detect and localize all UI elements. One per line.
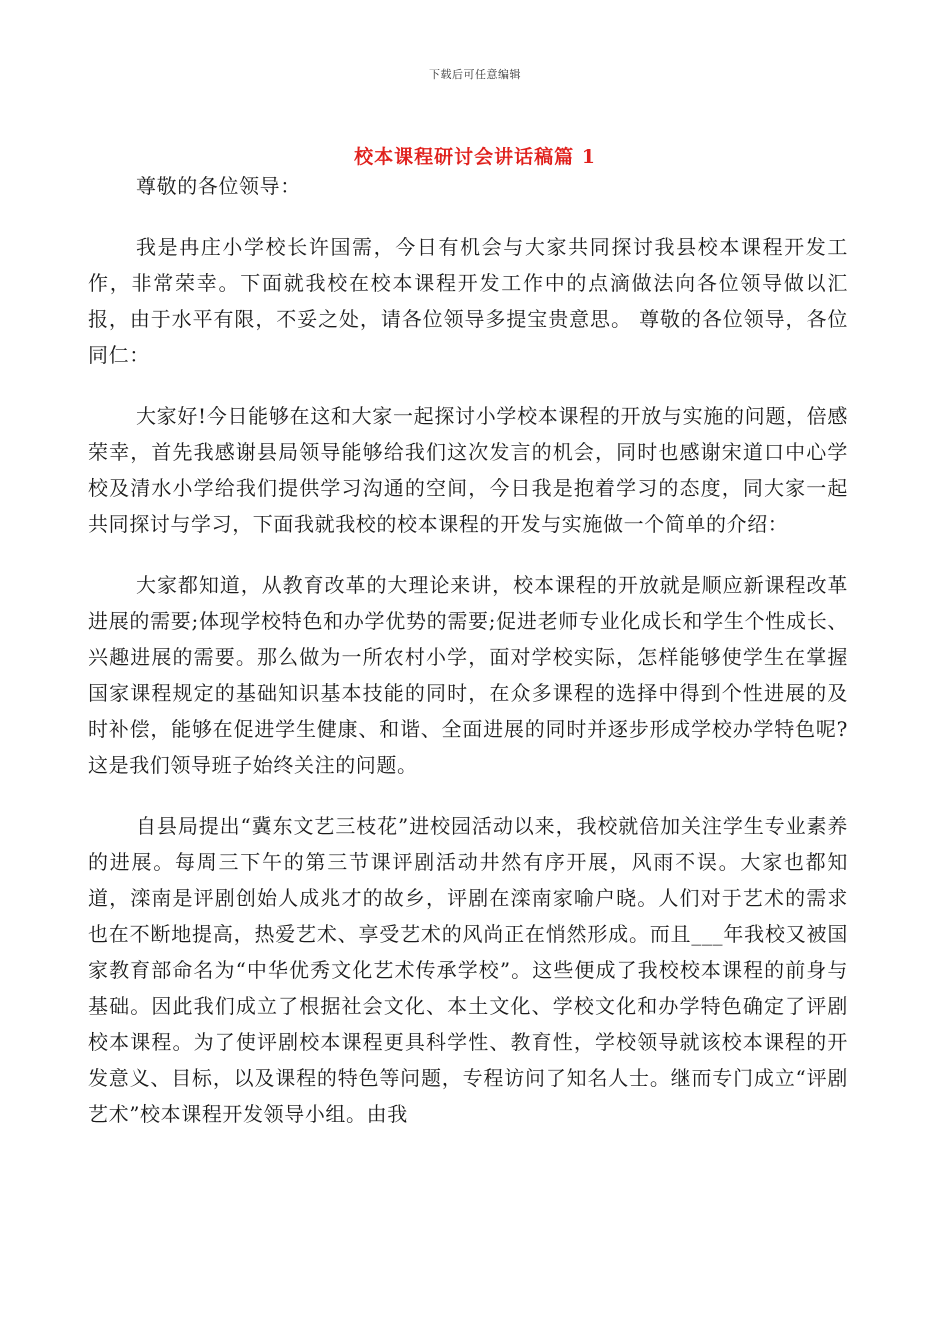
body-paragraph: 大家都知道，从教育改革的大理论来讲，校本课程的开放就是顺应新课程改革进展的需要;体现学校特色和办学优势的需要;促进老师专业化成长和学生个性成长、兴趣进展的需要。那么做为一所农村小学，面对学校实际，怎样能够使学生在掌握国家课程规定的基础知识基本技能的同时，在众多课程的选择中得到个性进展的及时补偿，能够在促进学生健康、和谐、全面进展的同时并逐步形成学校办学特色呢?这是我们领导班子始终关注的问题。 xyxy=(88,573,848,777)
document-body xyxy=(88,168,848,1157)
header-note: 下载后可任意编辑 xyxy=(429,68,521,81)
document-title: 校本课程研讨会讲话稿篇 1 xyxy=(354,146,596,168)
body-paragraph: 自县局提出“冀东文艺三枝花”进校园活动以来，我校就倍加关注学生专业素养的进展。每周三下午的第三节课评剧活动井然有序开展，风雨不误。大家也都知道，滦南是评剧创始人成兆才的故乡，评剧在滦南家喻户晓。人们对于艺术的需求也在不断地提高，热爱艺术、享受艺术的风尚正在悄然形成。而且___年我校又被国家教育部命名为“中华优秀文化艺术传承学校”。这些便成了我校校本课程的前身与基础。因此我们成立了根据社会文化、本土文化、学校文化和办学特色确定了评剧校本课程。为了使评剧校本课程更具科学性、教育性，学校领导就该校本课程的开发意义、目标，以及课程的特色等问题，专程访问了知名人士。继而专门成立“评剧艺术”校本课程开发领导小组。由我 xyxy=(88,814,848,1126)
body-paragraph: 大家好!今日能够在这和大家一起探讨小学校本课程的开放与实施的问题，倍感荣幸，首先我感谢县局领导能够给我们这次发言的机会，同时也感谢宋道口中心学校及清水小学给我们提供学习沟通的空间，今日我是抱着学习的态度，同大家一起共同探讨与学习，下面我就我校的校本课程的开发与实施做一个简单的介绍： xyxy=(88,404,848,536)
greeting-paragraph: 尊敬的各位领导： xyxy=(136,174,301,198)
body-paragraph: 我是冉庄小学校长许国需，今日有机会与大家共同探讨我县校本课程开发工作，非常荣幸。下面就我校在校本课程开发工作中的点滴做法向各位领导做以汇报，由于水平有限，不妥之处，请各位领导多提宝贵意思。 尊敬的各位领导，各位同仁： xyxy=(88,235,848,367)
